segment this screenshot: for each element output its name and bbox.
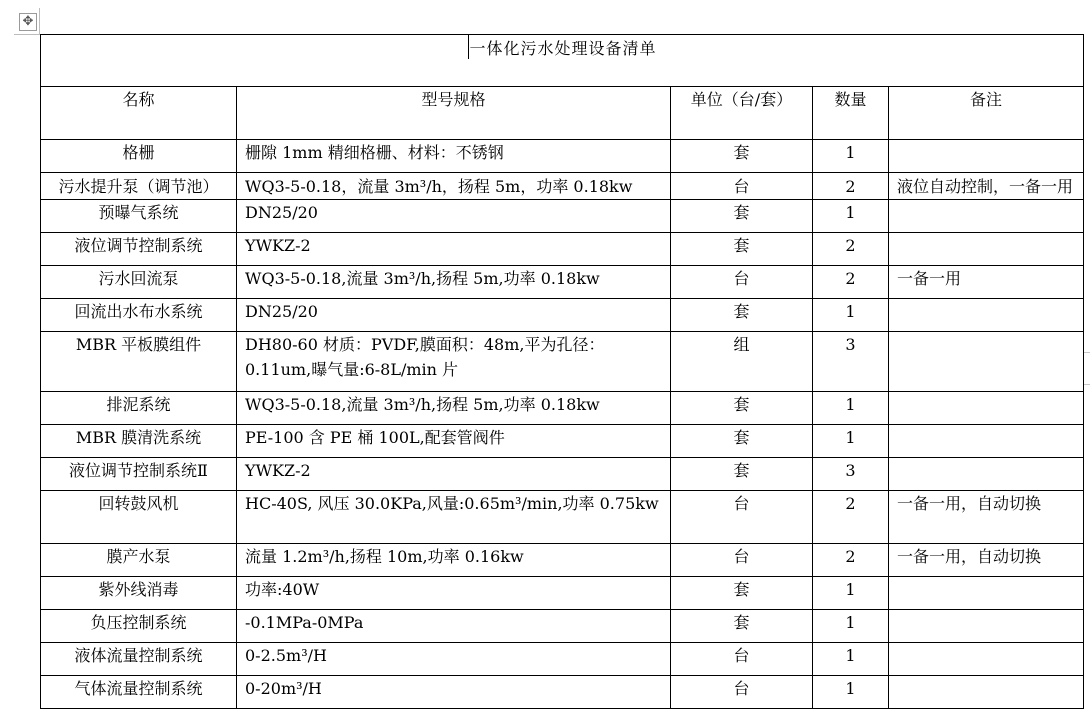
- cell-spec[interactable]: 功率:40W: [237, 577, 671, 610]
- cell-qty[interactable]: 1: [813, 577, 889, 610]
- cell-note[interactable]: 一备一用: [889, 266, 1084, 299]
- table-title-text: 一体化污水处理设备清单: [469, 39, 657, 58]
- cell-qty[interactable]: 1: [813, 643, 889, 676]
- header-row: [41, 87, 1084, 140]
- table-row: [41, 173, 1084, 200]
- cell-name[interactable]: 紫外线消毒: [41, 577, 237, 610]
- cell-unit[interactable]: 台: [671, 173, 813, 200]
- cell-name[interactable]: MBR 膜清洗系统: [41, 425, 237, 458]
- cell-note[interactable]: [889, 425, 1084, 458]
- cell-note[interactable]: [889, 610, 1084, 643]
- cell-note[interactable]: [889, 392, 1084, 425]
- cell-note[interactable]: [889, 577, 1084, 610]
- cell-spec[interactable]: DN25/20: [237, 200, 671, 233]
- cell-unit[interactable]: 套: [671, 392, 813, 425]
- cell-qty[interactable]: 3: [813, 458, 889, 491]
- cell-unit[interactable]: 套: [671, 299, 813, 332]
- cell-unit[interactable]: 套: [671, 140, 813, 173]
- cell-note[interactable]: [889, 458, 1084, 491]
- cell-qty[interactable]: 1: [813, 140, 889, 173]
- cell-note[interactable]: [889, 233, 1084, 266]
- cell-spec[interactable]: WQ3-5-0.18,流量 3m³/h,扬程 5m,功率 0.18kw: [237, 266, 671, 299]
- cell-qty[interactable]: 2: [813, 491, 889, 544]
- cell-spec[interactable]: 栅隙 1mm 精细格栅、材料：不锈钢: [237, 140, 671, 173]
- table-row: [41, 140, 1084, 173]
- cell-unit[interactable]: 套: [671, 577, 813, 610]
- cell-note[interactable]: 一备一用，自动切换: [889, 544, 1084, 577]
- cell-spec[interactable]: 0-20m³/H: [237, 676, 671, 709]
- cell-qty[interactable]: 1: [813, 299, 889, 332]
- header-spec: 型号规格: [237, 87, 671, 140]
- cell-note[interactable]: [889, 676, 1084, 709]
- table-row: [41, 610, 1084, 643]
- table-row: [41, 577, 1084, 610]
- table-row: [41, 200, 1084, 233]
- cell-name[interactable]: 排泥系统: [41, 392, 237, 425]
- cell-spec[interactable]: DH80-60 材质：PVDF,膜面积：48m,平为孔径：0.11um,曝气量:6-8L/min 片: [237, 332, 671, 392]
- equipment-table: [40, 34, 1084, 709]
- header-unit: 单位（台/套）: [671, 87, 813, 140]
- table-row: [41, 392, 1084, 425]
- cell-qty[interactable]: 2: [813, 544, 889, 577]
- cell-unit[interactable]: 组: [671, 332, 813, 392]
- cell-name[interactable]: 污水提升泵（调节池）: [41, 173, 237, 200]
- cell-spec[interactable]: -0.1MPa-0MPa: [237, 610, 671, 643]
- cell-unit[interactable]: 套: [671, 425, 813, 458]
- cell-name[interactable]: 气体流量控制系统: [41, 676, 237, 709]
- table-row: [41, 676, 1084, 709]
- cell-note[interactable]: 一备一用，自动切换: [889, 491, 1084, 544]
- cell-qty[interactable]: 2: [813, 233, 889, 266]
- header-note: 备注: [889, 87, 1084, 140]
- cell-name[interactable]: 污水回流泵: [41, 266, 237, 299]
- table-title[interactable]: [41, 35, 1084, 87]
- table-row: [41, 458, 1084, 491]
- cell-name[interactable]: MBR 平板膜组件: [41, 332, 237, 392]
- cell-spec[interactable]: YWKZ-2: [237, 458, 671, 491]
- cell-note[interactable]: [889, 299, 1084, 332]
- cell-name[interactable]: 格栅: [41, 140, 237, 173]
- cell-spec[interactable]: WQ3-5-0.18，流量 3m³/h，扬程 5m，功率 0.18kw: [237, 173, 671, 200]
- cell-note[interactable]: 液位自动控制，一备一用: [889, 173, 1084, 200]
- cell-qty[interactable]: 2: [813, 266, 889, 299]
- cell-spec[interactable]: YWKZ-2: [237, 233, 671, 266]
- cell-spec[interactable]: 流量 1.2m³/h,扬程 10m,功率 0.16kw: [237, 544, 671, 577]
- cell-name[interactable]: 液位调节控制系统: [41, 233, 237, 266]
- table-row: [41, 266, 1084, 299]
- cell-note[interactable]: [889, 643, 1084, 676]
- cell-qty[interactable]: 2: [813, 173, 889, 200]
- cell-unit[interactable]: 套: [671, 200, 813, 233]
- table-row: [41, 425, 1084, 458]
- page-corner-mark: [39, 8, 40, 34]
- cell-qty[interactable]: 3: [813, 332, 889, 392]
- header-name: 名称: [41, 87, 237, 140]
- cell-name[interactable]: 预曝气系统: [41, 200, 237, 233]
- cell-name[interactable]: 回流出水布水系统: [41, 299, 237, 332]
- cell-unit[interactable]: 台: [671, 491, 813, 544]
- text-cursor: [468, 35, 469, 59]
- cell-spec[interactable]: DN25/20: [237, 299, 671, 332]
- cell-spec[interactable]: WQ3-5-0.18,流量 3m³/h,扬程 5m,功率 0.18kw: [237, 392, 671, 425]
- cell-unit[interactable]: 台: [671, 266, 813, 299]
- cell-note[interactable]: [889, 200, 1084, 233]
- cell-unit[interactable]: 套: [671, 610, 813, 643]
- header-qty: 数量: [813, 87, 889, 140]
- table-row: [41, 544, 1084, 577]
- table-row: [41, 643, 1084, 676]
- cell-qty[interactable]: 1: [813, 676, 889, 709]
- table-row: [41, 332, 1084, 392]
- edge-mark: [1083, 352, 1090, 353]
- cell-qty[interactable]: 1: [813, 200, 889, 233]
- cell-unit[interactable]: 台: [671, 544, 813, 577]
- cell-unit[interactable]: 台: [671, 676, 813, 709]
- cell-qty[interactable]: 1: [813, 610, 889, 643]
- cell-name[interactable]: 负压控制系统: [41, 610, 237, 643]
- table-row: [41, 491, 1084, 544]
- cell-name[interactable]: 液位调节控制系统Ⅱ: [41, 458, 237, 491]
- table-row: [41, 233, 1084, 266]
- cell-spec[interactable]: HC-40S, 风压 30.0KPa,风量:0.65m³/min,功率 0.75kw: [237, 491, 671, 544]
- cell-spec[interactable]: PE-100 含 PE 桶 100L,配套管阀件: [237, 425, 671, 458]
- edge-mark: [1083, 384, 1090, 385]
- cell-name[interactable]: 膜产水泵: [41, 544, 237, 577]
- cell-unit[interactable]: 套: [671, 233, 813, 266]
- cell-note[interactable]: [889, 140, 1084, 173]
- table-row: [41, 299, 1084, 332]
- cell-name[interactable]: 回转鼓风机: [41, 491, 237, 544]
- page-corner-mark: [14, 34, 40, 35]
- cell-spec[interactable]: 0-2.5m³/H: [237, 643, 671, 676]
- cell-unit[interactable]: 台: [671, 643, 813, 676]
- table-move-handle-icon[interactable]: ✥: [19, 13, 37, 31]
- cell-note[interactable]: [889, 332, 1084, 392]
- cell-qty[interactable]: 1: [813, 392, 889, 425]
- cell-qty[interactable]: 1: [813, 425, 889, 458]
- cell-unit[interactable]: 套: [671, 458, 813, 491]
- cell-name[interactable]: 液体流量控制系统: [41, 643, 237, 676]
